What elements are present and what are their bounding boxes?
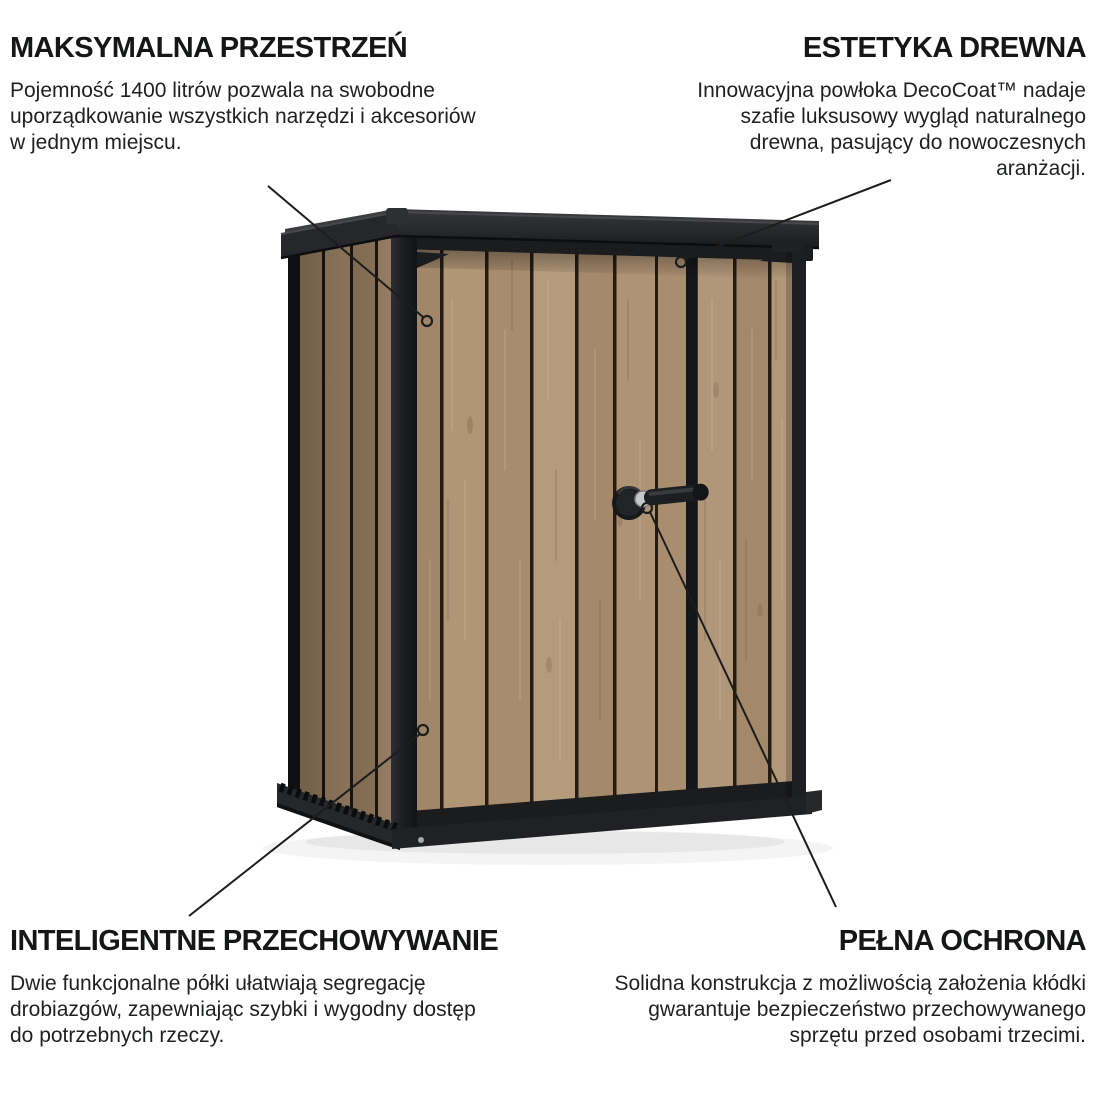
- callout-bottom-right: [556, 926, 1086, 1049]
- door-gap: [686, 225, 698, 840]
- callout-title-max-space: MAKSYMALNA PRZESTRZEŃ: [10, 32, 408, 64]
- callout-body-wood-aesthetics: Innowacyjna powłoka DecoCoat™ nadaje szafie luksusowy wygląd naturalnego drewna, pasujący do nowoczesnych aranżacji.: [697, 78, 1086, 180]
- callout-top-right: [626, 33, 1086, 182]
- cabinet-left-door: [417, 225, 686, 840]
- callout-title-full-protection: PEŁNA OCHRONA: [838, 925, 1086, 957]
- base-right-foot: [806, 790, 822, 814]
- callout-body-max-space: Pojemność 1400 litrów pozwala na swobodne uporządkowanie wszystkich narzędzi i akcesoriów w jednym miejscu.: [10, 78, 476, 154]
- callout-bottom-left: [10, 926, 560, 1049]
- callout-body-smart-storage: Dwie funkcjonalne półki ułatwiają segregację drobiazgów, zapewniając szybki i wygodny dostęp do potrzebnych rzeczy.: [10, 971, 476, 1047]
- cabinet-side-panel: [288, 225, 400, 837]
- base-screw: [418, 837, 424, 843]
- roof-corner-cap: [386, 208, 408, 224]
- right-frame-post: [792, 225, 806, 840]
- callout-top-left: [10, 33, 530, 156]
- cabinet-front: [397, 225, 807, 840]
- callout-body-full-protection: Solidna konstrukcja z możliwością założenia kłódki gwarantuje bezpieczeństwo przechowywanego sprzętu przed osobami trzecimi.: [614, 971, 1086, 1047]
- callout-title-wood-aesthetics: ESTETYKA DREWNA: [802, 32, 1086, 64]
- callout-title-smart-storage: INTELIGENTNE PRZECHOWYWANIE: [10, 925, 499, 957]
